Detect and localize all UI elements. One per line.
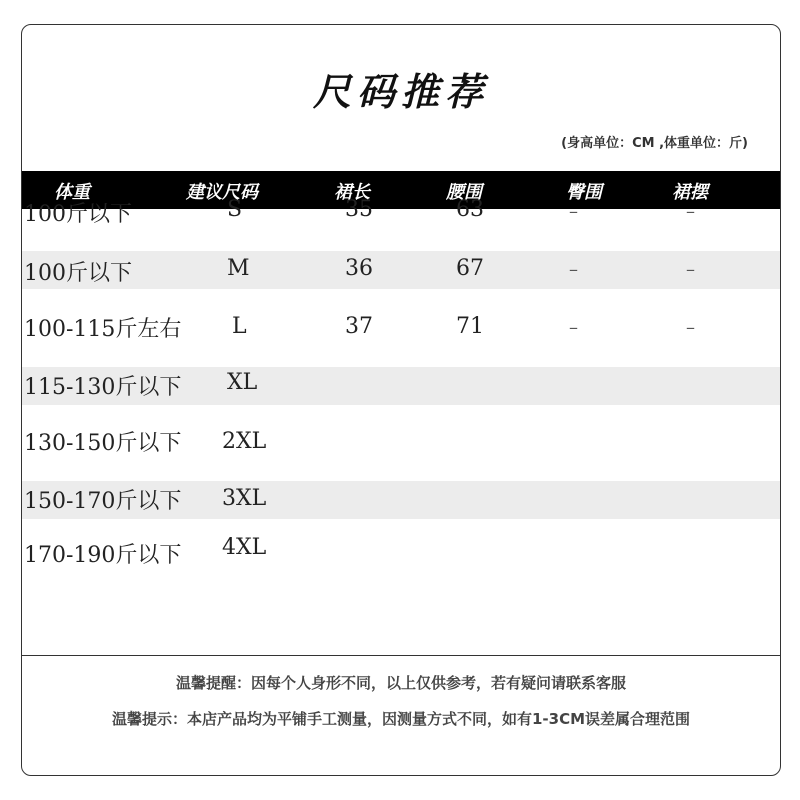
table-row: [22, 535, 780, 573]
weight-cell: 100斤以下: [24, 202, 132, 227]
weight-cell: 100-115斤左右: [24, 317, 182, 342]
hip-cell: –: [569, 317, 578, 338]
table-row: [22, 309, 780, 347]
measurement-note: 温馨提示：本店产品均为平铺手工测量，因测量方式不同，如有1-3CM误差属合理范围: [111, 710, 691, 728]
table-row: [22, 367, 780, 405]
waist-cell: 63: [456, 197, 484, 222]
divider: [22, 655, 780, 656]
hem-cell: –: [686, 259, 695, 280]
table-row: [22, 251, 780, 289]
length-cell: 35: [345, 197, 373, 222]
size-cell: 3XL: [222, 486, 267, 511]
column-header-hem: 裙摆: [672, 182, 708, 203]
column-header-waist: 腰围: [446, 182, 482, 203]
size-cell: 4XL: [222, 535, 267, 560]
size-cell: L: [232, 314, 247, 339]
size-cell: M: [227, 256, 250, 281]
table-row: [22, 423, 780, 461]
column-header-hip: 臀围: [566, 182, 602, 203]
reminder-note: 温馨提醒：因每个人身形不同，以上仅供参考，若有疑问请联系客服: [175, 674, 626, 692]
weight-cell: 115-130斤以下: [24, 375, 182, 400]
column-header-length: 裙长: [334, 182, 370, 203]
length-cell: 37: [345, 314, 373, 339]
units-note: (身高单位：CM ,体重单位：斤): [561, 136, 748, 151]
weight-cell: 150-170斤以下: [24, 489, 182, 514]
size-cell: 2XL: [222, 429, 267, 454]
table-row: [22, 197, 780, 235]
table-row: [22, 481, 780, 519]
weight-cell: 170-190斤以下: [24, 543, 182, 568]
hip-cell: –: [569, 259, 578, 280]
length-cell: 36: [345, 256, 373, 281]
column-header-weight: 体重: [54, 182, 90, 203]
hem-cell: –: [686, 201, 695, 222]
weight-cell: 130-150斤以下: [24, 431, 182, 456]
weight-cell: 100斤以下: [24, 261, 132, 286]
waist-cell: 67: [456, 256, 484, 281]
hem-cell: –: [686, 317, 695, 338]
size-cell: S: [227, 197, 243, 222]
size-chart-card: [21, 24, 781, 776]
size-cell: XL: [227, 370, 258, 395]
waist-cell: 71: [456, 314, 484, 339]
page-title: 尺码推荐: [312, 70, 489, 114]
hip-cell: –: [569, 201, 578, 222]
column-header-size: 建议尺码: [186, 182, 258, 203]
